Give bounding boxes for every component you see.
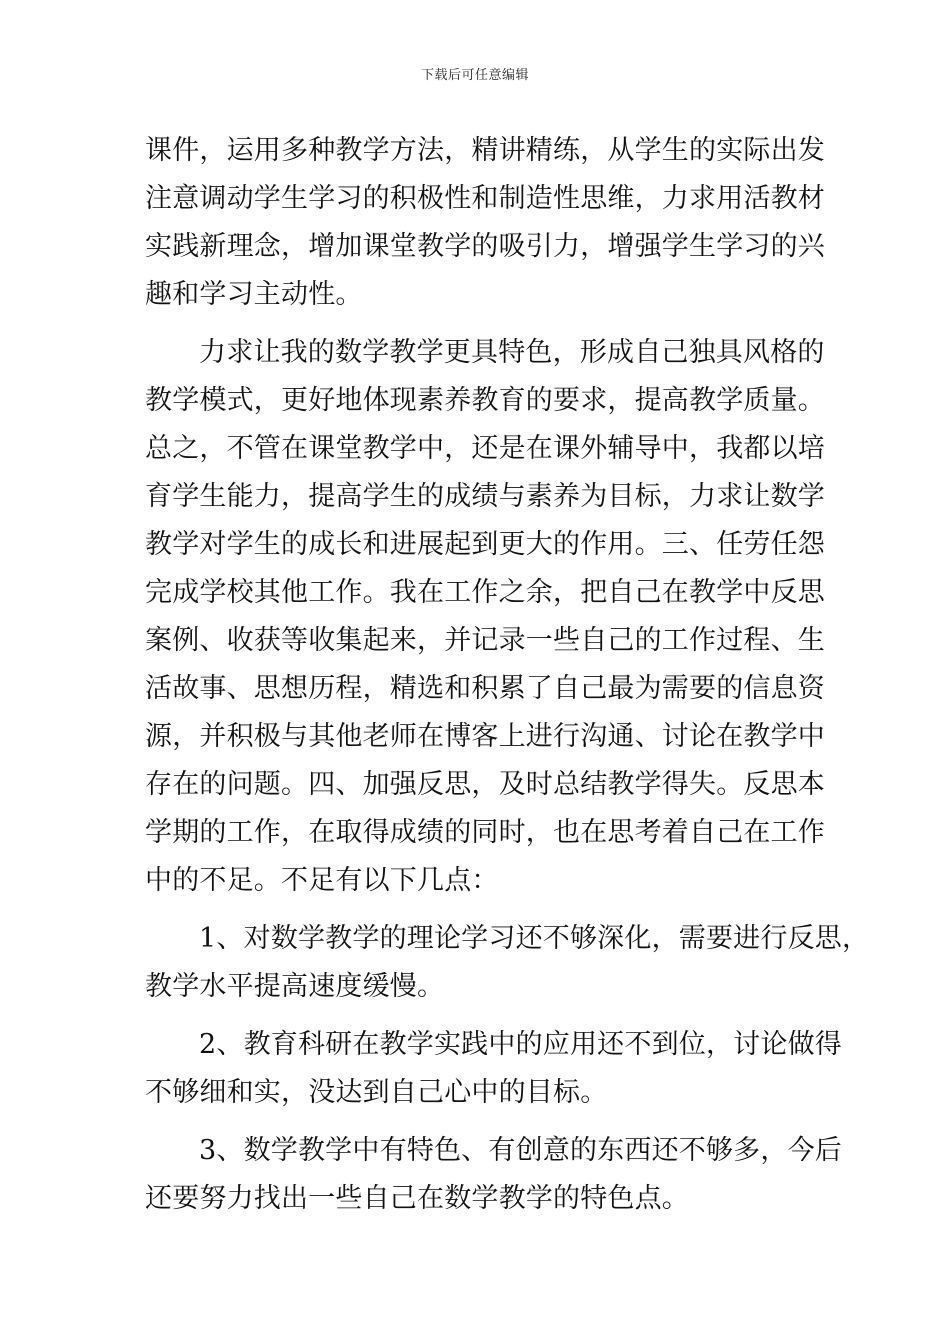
list-item-2: 2、教育科研在教学实践中的应用还不到位，讨论做得 [199, 1029, 842, 1060]
text-line: 还要努力找出一些自己在数学教学的特色点。 [145, 1183, 689, 1214]
body-text [145, 127, 870, 1223]
text-line: 教学对学生的成长和进展起到更大的作用。三、任劳任怨 [145, 529, 825, 560]
text-line: 完成学校其他工作。我在工作之余，把自己在教学中反思 [145, 577, 825, 608]
text-line: 源，并积极与其他老师在博客上进行沟通、讨论在教学中 [145, 721, 825, 752]
text-line: 实践新理念，增加课堂教学的吸引力，增强学生学习的兴 [145, 231, 825, 262]
list-item-1: 1、对数学教学的理论学习还不够深化，需要进行反思， [199, 923, 870, 954]
text-line: 案例、收获等收集起来，并记录一些自己的工作过程、生 [145, 625, 825, 656]
text-line: 活故事、思想历程，精选和积累了自己最为需要的信息资 [145, 673, 825, 704]
page-header: 下载后可任意编辑 [420, 68, 529, 83]
text-line: 课件，运用多种教学方法，精讲精练，从学生的实际出发 [145, 135, 825, 166]
text-line: 注意调动学生学习的积极性和制造性思维，力求用活教材 [145, 183, 825, 214]
text-line: 总之，不管在课堂教学中，还是在课外辅导中，我都以培 [145, 433, 825, 464]
text-line: 学期的工作，在取得成绩的同时，也在思考着自己在工作 [145, 817, 825, 848]
text-line: 不够细和实，没达到自己心中的目标。 [145, 1077, 608, 1108]
text-line: 中的不足。不足有以下几点： [145, 865, 499, 896]
text-line: 育学生能力，提高学生的成绩与素养为目标，力求让数学 [145, 481, 825, 512]
text-line: 存在的问题。四、加强反思，及时总结教学得失。反思本 [145, 769, 825, 800]
text-line: 趣和学习主动性。 [145, 279, 363, 310]
text-line: 教学模式，更好地体现素养教育的要求，提高教学质量。 [145, 385, 825, 416]
paragraph-first-line: 力求让我的数学教学更具特色，形成自己独具风格的 [199, 337, 825, 368]
text-line: 教学水平提高速度缓慢。 [145, 971, 445, 1002]
list-item-3: 3、数学教学中有特色、有创意的东西还不够多，今后 [199, 1135, 842, 1166]
